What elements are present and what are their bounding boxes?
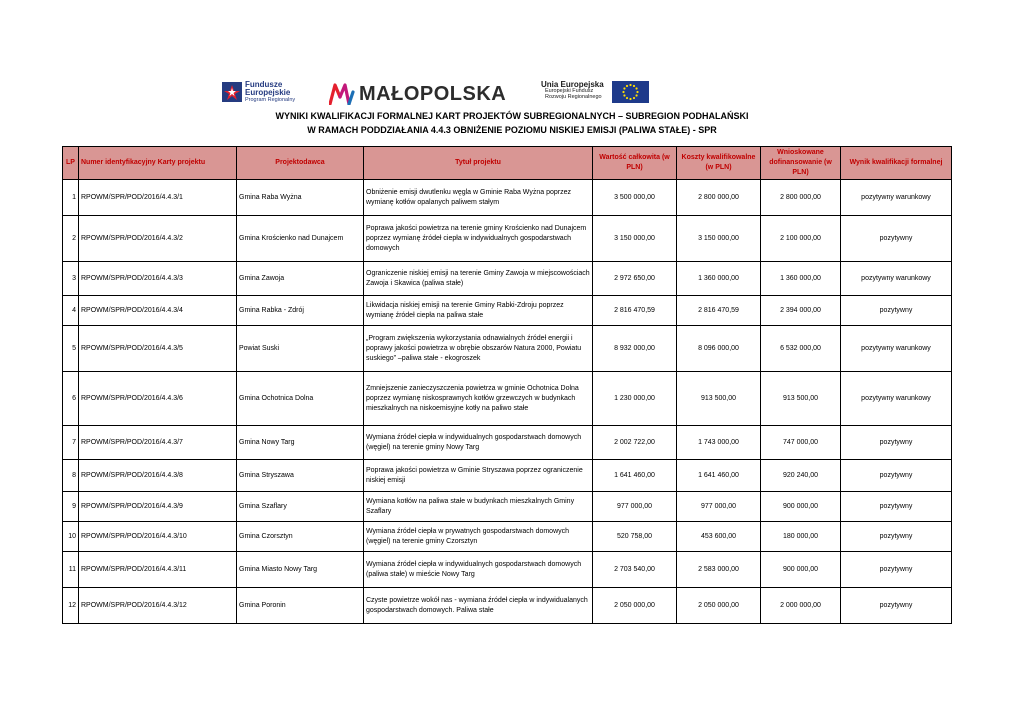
header-requested: Wnioskowane dofinansowanie (w PLN): [761, 147, 841, 180]
header-number: Numer identyfikacyjny Karty projektu: [79, 147, 237, 180]
cell-result: pozytywny warunkowy: [841, 326, 952, 372]
cell-applicant: Gmina Zawoja: [237, 262, 364, 296]
cell-result: pozytywny warunkowy: [841, 180, 952, 216]
cell-requested: 900 000,00: [761, 492, 841, 522]
cell-eligible-costs: 2 583 000,00: [677, 552, 761, 588]
cell-project-title: Obniżenie emisji dwutlenku węgla w Gminie Raba Wyżna poprzez wymianę kotłów opalanych paliwem stałym: [364, 180, 593, 216]
cell-lp: 7: [63, 426, 79, 460]
cell-lp: 12: [63, 588, 79, 624]
cell-result: pozytywny: [841, 522, 952, 552]
cell-number: RPOWM/SPR/POD/2016/4.4.3/11: [79, 552, 237, 588]
cell-project-title: Poprawa jakości powietrza w Gminie Stryszawa poprzez ograniczenie niskiej emisji: [364, 460, 593, 492]
header-project-title: Tytuł projektu: [364, 147, 593, 180]
ue-line1: Unia Europejska: [541, 80, 604, 89]
cell-total-value: 520 758,00: [593, 522, 677, 552]
table-row: [63, 552, 952, 588]
cell-applicant: Gmina Szaflary: [237, 492, 364, 522]
cell-number: RPOWM/SPR/POD/2016/4.4.3/12: [79, 588, 237, 624]
cell-requested: 2 000 000,00: [761, 588, 841, 624]
malopolska-word: MAŁOPOLSKA: [359, 82, 507, 105]
table-row: [63, 180, 952, 216]
eu-flag-icon: [612, 81, 649, 103]
cell-applicant: Gmina Rabka - Zdrój: [237, 296, 364, 326]
cell-total-value: 2 002 722,00: [593, 426, 677, 460]
malopolska-m-icon: [329, 83, 355, 105]
cell-result: pozytywny warunkowy: [841, 262, 952, 296]
cell-result: pozytywny: [841, 588, 952, 624]
cell-total-value: 2 050 000,00: [593, 588, 677, 624]
cell-project-title: Wymiana źródeł ciepła w indywidualnych gospodarstwach domowych (węgiel) na terenie gminy Nowy Targ: [364, 426, 593, 460]
cell-project-title: Zmniejszenie zanieczyszczenia powietrza w gminie Ochotnica Dolna poprzez wymianę niskosprawnych kotłów grzewczych w budynkach mieszkalnych na niskoemisyjne kotły na paliwo stałe: [364, 372, 593, 426]
cell-project-title: Ograniczenie niskiej emisji na terenie Gminy Zawoja w miejscowościach Zawoja i Skawica (paliwa stałe): [364, 262, 593, 296]
cell-eligible-costs: 2 050 000,00: [677, 588, 761, 624]
cell-applicant: Gmina Miasto Nowy Targ: [237, 552, 364, 588]
cell-result: pozytywny: [841, 216, 952, 262]
table-row: [63, 326, 952, 372]
header-eligible-costs: Koszty kwalifikowalne (w PLN): [677, 147, 761, 180]
cell-number: RPOWM/SPR/POD/2016/4.4.3/10: [79, 522, 237, 552]
header-lp: LP: [63, 147, 79, 180]
cell-lp: 10: [63, 522, 79, 552]
cell-lp: 1: [63, 180, 79, 216]
fe-star-icon: [222, 80, 242, 104]
table-header-row: [63, 147, 952, 180]
cell-eligible-costs: 1 360 000,00: [677, 262, 761, 296]
cell-total-value: 2 816 470,59: [593, 296, 677, 326]
table-row: [63, 522, 952, 552]
cell-number: RPOWM/SPR/POD/2016/4.4.3/5: [79, 326, 237, 372]
cell-eligible-costs: 1 743 000,00: [677, 426, 761, 460]
header-total-value: Wartość całkowita (w PLN): [593, 147, 677, 180]
cell-requested: 913 500,00: [761, 372, 841, 426]
cell-eligible-costs: 913 500,00: [677, 372, 761, 426]
table-row: [63, 296, 952, 326]
cell-project-title: Likwidacja niskiej emisji na terenie Gminy Rabki-Zdroju poprzez wymianę źródeł ciepła na paliwa stałe: [364, 296, 593, 326]
cell-number: RPOWM/SPR/POD/2016/4.4.3/2: [79, 216, 237, 262]
cell-lp: 3: [63, 262, 79, 296]
cell-total-value: 977 000,00: [593, 492, 677, 522]
cell-number: RPOWM/SPR/POD/2016/4.4.3/9: [79, 492, 237, 522]
table-row: [63, 372, 952, 426]
cell-eligible-costs: 977 000,00: [677, 492, 761, 522]
fe-line2: Europejskie: [245, 87, 291, 97]
cell-result: pozytywny: [841, 426, 952, 460]
unia-europejska-logo: [541, 81, 649, 107]
malopolska-logo: [329, 82, 506, 106]
header-result: Wynik kwalifikacji formalnej: [841, 147, 952, 180]
cell-eligible-costs: 1 641 460,00: [677, 460, 761, 492]
table-row: [63, 588, 952, 624]
document-title-line2: W RAMACH PODDZIAŁANIA 4.4.3 OBNIŻENIE POZIOMU NISKIEJ EMISJI (PALIWA STAŁE) - SPR: [307, 125, 717, 135]
cell-project-title: Czyste powietrze wokół nas - wymiana źródeł ciepła w indywidualanych gospodarstwach domowych. Paliwa stałe: [364, 588, 593, 624]
fe-line3: Program Regionalny: [245, 96, 296, 103]
cell-result: pozytywny: [841, 552, 952, 588]
cell-lp: 8: [63, 460, 79, 492]
cell-result: pozytywny: [841, 492, 952, 522]
header-applicant: Projektodawca: [237, 147, 364, 180]
cell-requested: 6 532 000,00: [761, 326, 841, 372]
cell-number: RPOWM/SPR/POD/2016/4.4.3/3: [79, 262, 237, 296]
logos-bar: [0, 78, 1024, 108]
cell-requested: 180 000,00: [761, 522, 841, 552]
table-row: [63, 460, 952, 492]
cell-applicant: Powiat Suski: [237, 326, 364, 372]
table-row: [63, 216, 952, 262]
cell-applicant: Gmina Nowy Targ: [237, 426, 364, 460]
cell-total-value: 8 932 000,00: [593, 326, 677, 372]
cell-project-title: „Program zwiększenia wykorzystania odnawialnych źródeł energii i poprawy jakości powietrza w obrębie obszarów Natura 2000, Powiatu suskiego” –paliwa stałe - ekogroszek: [364, 326, 593, 372]
cell-total-value: 1 641 460,00: [593, 460, 677, 492]
cell-lp: 11: [63, 552, 79, 588]
cell-eligible-costs: 2 816 470,59: [677, 296, 761, 326]
cell-eligible-costs: 3 150 000,00: [677, 216, 761, 262]
cell-requested: 1 360 000,00: [761, 262, 841, 296]
ue-line3: Rozwoju Regionalnego: [545, 94, 602, 101]
cell-number: RPOWM/SPR/POD/2016/4.4.3/4: [79, 296, 237, 326]
cell-requested: 920 240,00: [761, 460, 841, 492]
cell-lp: 6: [63, 372, 79, 426]
ue-line2: Europejski Fundusz: [545, 88, 594, 95]
cell-requested: 2 394 000,00: [761, 296, 841, 326]
cell-applicant: Gmina Czorsztyn: [237, 522, 364, 552]
cell-result: pozytywny: [841, 296, 952, 326]
cell-project-title: Wymiana źródeł ciepła w indywidualnych gospodarstwach domowych (paliwa stałe) w mieście Nowy Targ: [364, 552, 593, 588]
cell-lp: 9: [63, 492, 79, 522]
cell-total-value: 2 972 650,00: [593, 262, 677, 296]
cell-project-title: Wymiana kotłów na paliwa stałe w budynkach mieszkalnych Gminy Szaflary: [364, 492, 593, 522]
table-row: [63, 492, 952, 522]
cell-applicant: Gmina Krościenko nad Dunajcem: [237, 216, 364, 262]
cell-requested: 2 100 000,00: [761, 216, 841, 262]
cell-total-value: 3 150 000,00: [593, 216, 677, 262]
fundusze-europejskie-logo: [222, 78, 295, 106]
cell-total-value: 2 703 540,00: [593, 552, 677, 588]
cell-total-value: 1 230 000,00: [593, 372, 677, 426]
cell-lp: 2: [63, 216, 79, 262]
cell-number: RPOWM/SPR/POD/2016/4.4.3/8: [79, 460, 237, 492]
cell-lp: 5: [63, 326, 79, 372]
table-row: [63, 426, 952, 460]
qualification-results-table: [62, 146, 952, 624]
fe-line1: Fundusze: [245, 79, 283, 89]
cell-number: RPOWM/SPR/POD/2016/4.4.3/1: [79, 180, 237, 216]
cell-requested: 747 000,00: [761, 426, 841, 460]
cell-project-title: Poprawa jakości powietrza na terenie gminy Krościenko nad Dunajcem poprzez wymianę źródeł ciepła w indywidualnych gospodarstwach domowych: [364, 216, 593, 262]
cell-applicant: Gmina Poronin: [237, 588, 364, 624]
cell-requested: 2 800 000,00: [761, 180, 841, 216]
cell-eligible-costs: 8 096 000,00: [677, 326, 761, 372]
cell-result: pozytywny: [841, 460, 952, 492]
cell-result: pozytywny warunkowy: [841, 372, 952, 426]
cell-project-title: Wymiana źródeł ciepła w prywatnych gospodarstwach domowych (węgiel) na terenie gminy Czorsztyn: [364, 522, 593, 552]
cell-total-value: 3 500 000,00: [593, 180, 677, 216]
document-title-line1: WYNIKI KWALIFIKACJI FORMALNEJ KART PROJEKTÓW SUBREGIONALNYCH – SUBREGION PODHALAŃSKI: [275, 111, 749, 121]
cell-eligible-costs: 2 800 000,00: [677, 180, 761, 216]
cell-eligible-costs: 453 600,00: [677, 522, 761, 552]
cell-number: RPOWM/SPR/POD/2016/4.4.3/7: [79, 426, 237, 460]
cell-applicant: Gmina Stryszawa: [237, 460, 364, 492]
cell-lp: 4: [63, 296, 79, 326]
table-row: [63, 262, 952, 296]
cell-number: RPOWM/SPR/POD/2016/4.4.3/6: [79, 372, 237, 426]
cell-requested: 900 000,00: [761, 552, 841, 588]
cell-applicant: Gmina Ochotnica Dolna: [237, 372, 364, 426]
cell-applicant: Gmina Raba Wyżna: [237, 180, 364, 216]
